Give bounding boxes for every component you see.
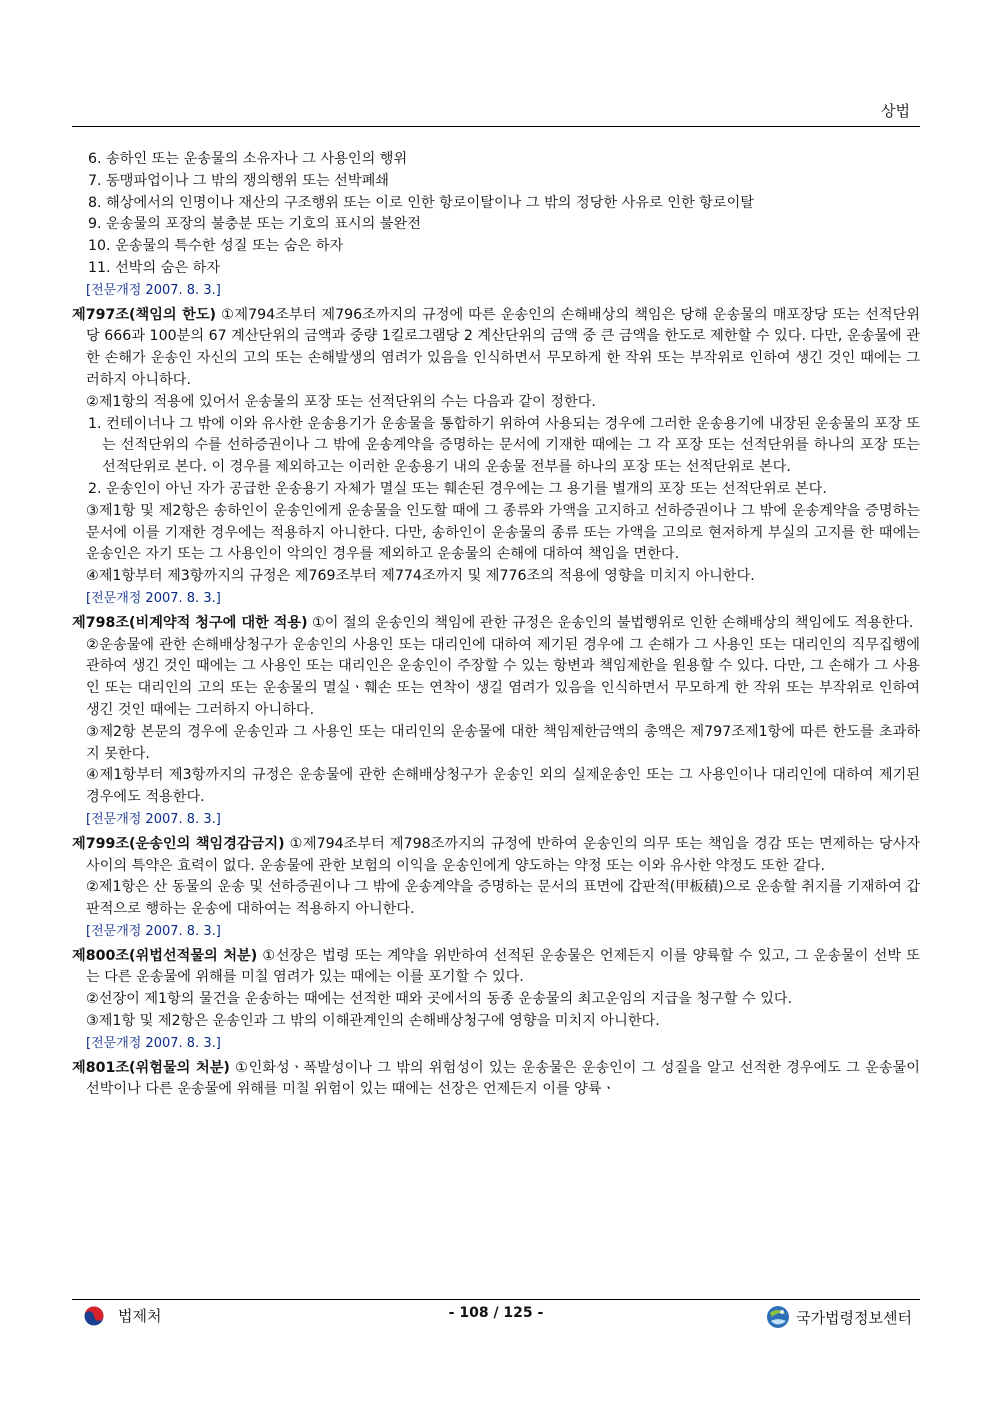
list-item: 2. 운송인이 아닌 자가 공급한 운송용기 자체가 멸실 또는 훼손된 경우에는 그 용기를 별개의 포장 또는 선적단위로 본다. bbox=[88, 480, 827, 497]
footer-org-name: 법제처 bbox=[118, 1307, 162, 1325]
article-paragraph: ②선장이 제1항의 물건을 운송하는 때에는 선적한 때와 곳에서의 동종 운송물의 최고운임의 지급을 청구할 수 있다. bbox=[86, 991, 793, 1008]
revision-tag: [전문개정 2007. 8. 3.] bbox=[86, 1035, 221, 1051]
article-heading: 제797조(책임의 한도) bbox=[72, 306, 217, 323]
footer-right bbox=[766, 1305, 912, 1329]
list-item: 11. 선박의 숨은 하자 bbox=[88, 259, 221, 276]
list-item: 8. 해상에서의 인명이나 재산의 구조행위 또는 이로 인한 항로이탈이나 그 밖의 정당한 사유로 인한 항로이탈 bbox=[88, 194, 754, 211]
article-paragraph: ④제1항부터 제3항까지의 규정은 운송물에 관한 손해배상청구가 운송인 외의 실제운송인 또는 그 사용인이나 대리인에 대하여 제기된 경우에도 적용한다. bbox=[86, 767, 920, 806]
article-heading: 제800조(위법선적물의 처분) bbox=[72, 947, 258, 964]
article-heading: 제801조(위험물의 처분) bbox=[72, 1059, 230, 1076]
list-item: 10. 운송물의 특수한 성질 또는 숨은 하자 bbox=[88, 238, 344, 255]
article-paragraph: ①인화성ㆍ폭발성이나 그 밖의 위험성이 있는 운송물은 운송인이 그 성질을 알고 선적한 경우에도 그 운송물이 선박이나 다른 운송물에 위해를 미칠 위험이 있는 때에는 선장은 언제든지 이를 양륙ㆍ bbox=[86, 1059, 920, 1098]
article-800 bbox=[72, 946, 920, 990]
revision-tag: [전문개정 2007. 8. 3.] bbox=[86, 590, 221, 606]
header-divider bbox=[72, 126, 920, 127]
article-paragraph: ②제1항의 적용에 있어서 운송물의 포장 또는 선적단위의 수는 다음과 같이 정한다. bbox=[86, 393, 596, 410]
page-number: - 108 / 125 - bbox=[448, 1305, 544, 1321]
page-header-title: 상법 bbox=[881, 102, 910, 120]
law-center-logo-icon bbox=[766, 1305, 790, 1329]
article-paragraph: ③제2항 본문의 경우에 운송인과 그 사용인 또는 대리인의 운송물에 대한 책임제한금액의 총액은 제797조제1항에 따른 한도를 초과하지 못한다. bbox=[86, 723, 920, 762]
article-paragraph: ①제794조부터 제798조까지의 규정에 반하여 운송인의 의무 또는 책임을 경감 또는 면제하는 당사자 사이의 특약은 효력이 없다. 운송물에 관한 보험의 이익을 운송인에게 양도하는 약정 또는 이와 유사한 약정도 또한 같다. bbox=[86, 835, 920, 874]
article-paragraph: ①선장은 법령 또는 계약을 위반하여 선적된 운송물은 언제든지 이를 양륙할 수 있고, 그 운송물이 선박 또는 다른 운송물에 위해를 미칠 염려가 있는 때에는 이를 포기할 수 있다. bbox=[86, 947, 920, 986]
list-item: 1. 컨테이너나 그 밖에 이와 유사한 운송용기가 운송물을 통합하기 위하여 사용되는 경우에 그러한 운송용기에 내장된 운송물의 포장 또는 선적단위의 수를 선하증권이나 그 밖에 운송계약을 증명하는 문서에 기재한 때에는 그 각 포장 또는 선적단위를 하나의 포장 또는 선적단위로 본다. 이 경우를 제외하고는 이러한 운송용기 내의 운송물 전부를 하나의 포장 또는 선적단위로 본다. bbox=[88, 415, 920, 476]
article-paragraph: ②제1항은 산 동물의 운송 및 선하증권이나 그 밖에 운송계약을 증명하는 문서의 표면에 갑판적(甲板積)으로 운송할 취지를 기재하여 갑판적으로 행하는 운송에 대하여는 적용하지 아니한다. bbox=[86, 879, 920, 918]
article-paragraph: ②운송물에 관한 손해배상청구가 운송인의 사용인 또는 대리인에 대하여 제기된 경우에 그 손해가 그 사용인 또는 대리인의 직무집행에 관하여 생긴 것인 때에는 그 사용인 또는 대리인은 운송인이 주장할 수 있는 항변과 책임제한을 원용할 수 있다. 다만, 그 손해가 그 사용인 또는 대리인의 고의 또는 운송물의 멸실ㆍ훼손 또는 연착이 생길 염려가 있음을 인식하면서 무모하게 한 작위 또는 부작위로 인하여 생긴 것인 때에는 그러하지 아니하다. bbox=[86, 636, 920, 718]
footer-divider bbox=[72, 1299, 920, 1300]
article-799 bbox=[72, 834, 920, 878]
list-item: 9. 운송물의 포장의 불충분 또는 기호의 표시의 불완전 bbox=[88, 216, 421, 233]
article-paragraph: ③제1항 및 제2항은 송하인이 운송인에게 운송물을 인도할 때에 그 종류와 가액을 고지하고 선하증권이나 그 밖에 운송계약을 증명하는 문서에 이를 기재한 경우에는 적용하지 아니한다. 다만, 송하인이 운송물의 종류 또는 가액을 고의로 현저하게 부실의 고지를 한 때에는 운송인은 자기 또는 그 사용인이 악의인 경우를 제외하고 운송물의 손해에 대하여 책임을 면한다. bbox=[86, 502, 920, 563]
article-798 bbox=[72, 613, 920, 635]
revision-tag: [전문개정 2007. 8. 3.] bbox=[86, 282, 221, 298]
article-797 bbox=[72, 305, 920, 392]
law-body bbox=[72, 149, 920, 1101]
list-item: 7. 동맹파업이나 그 밖의 쟁의행위 또는 선박폐쇄 bbox=[88, 172, 389, 189]
revision-tag: [전문개정 2007. 8. 3.] bbox=[86, 811, 221, 827]
revision-tag: [전문개정 2007. 8. 3.] bbox=[86, 923, 221, 939]
article-heading: 제799조(운송인의 책임경감금지) bbox=[72, 835, 285, 852]
article-paragraph: ①이 절의 운송인의 책임에 관한 규정은 운송인의 불법행위로 인한 손해배상의 책임에도 적용한다. bbox=[307, 614, 914, 631]
article-paragraph: ①제794조부터 제796조까지의 규정에 따른 운송인의 손해배상의 책임은 당해 운송물의 매포장당 또는 선적단위당 666과 100분의 67 계산단위의 금액과 중량 1킬로그램당 2 계산단위의 금액 중 큰 금액을 한도로 제한할 수 있다. 다만, 운송물에 관한 손해가 운송인 자신의 고의 또는 손해발생의 염려가 있음을 인식하면서 무모하게 한 작위 또는 부작위로 인하여 생긴 것인 때에는 그러하지 아니하다. bbox=[86, 306, 921, 388]
article-heading: 제798조(비계약적 청구에 대한 적용) bbox=[72, 614, 308, 631]
article-paragraph: ④제1항부터 제3항까지의 규정은 제769조부터 제774조까지 및 제776조의 적용에 영향을 미치지 아니한다. bbox=[86, 568, 755, 585]
footer-center-name: 국가법령정보센터 bbox=[796, 1308, 912, 1327]
article-801 bbox=[72, 1058, 920, 1102]
list-item: 6. 송하인 또는 운송물의 소유자나 그 사용인의 행위 bbox=[88, 151, 408, 167]
article-paragraph: ③제1항 및 제2항은 운송인과 그 밖의 이해관계인의 손해배상청구에 영향을 미치지 아니한다. bbox=[86, 1013, 660, 1030]
